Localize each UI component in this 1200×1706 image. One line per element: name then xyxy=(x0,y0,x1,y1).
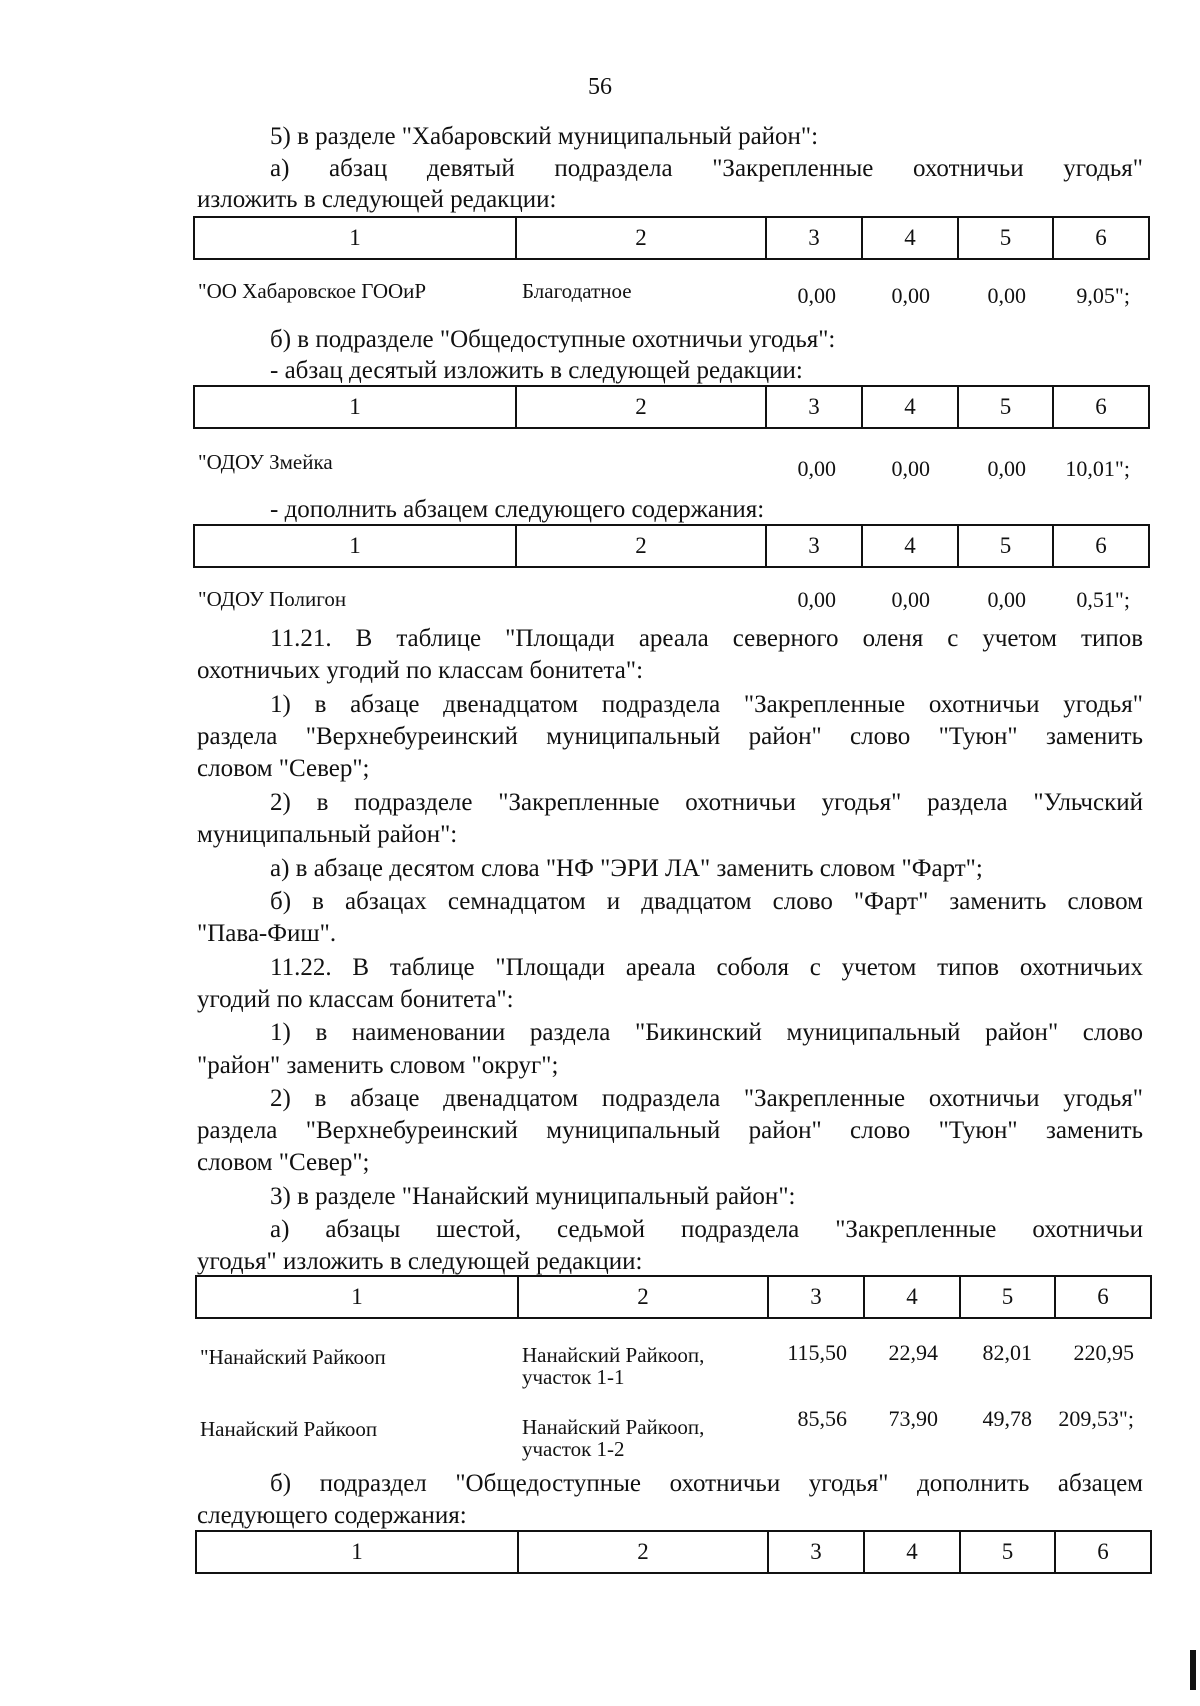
column-header: 3 xyxy=(768,1276,864,1318)
column-header: 3 xyxy=(766,217,862,259)
paragraph-line: 11.22. В таблице "Площади ареала соболя с учетом типов охотничьих xyxy=(270,954,1143,981)
paragraph-line: б) в абзацах семнадцатом и двадцатом слово "Фарт" заменить словом xyxy=(270,888,1143,915)
row-value: 85,56 xyxy=(797,1406,847,1431)
column-header: 1 xyxy=(194,525,516,567)
column-header: 6 xyxy=(1053,217,1149,259)
column-header: 3 xyxy=(768,1531,864,1573)
column-header: 4 xyxy=(862,386,958,428)
paragraph-line: раздела "Верхнебуреинский муниципальный район" слово "Туюн" заменить xyxy=(197,723,1143,750)
column-header: 2 xyxy=(516,525,766,567)
scan-edge-mark xyxy=(1190,1650,1196,1690)
row-value: 0,00 xyxy=(797,283,836,308)
row-area-line: Нанайский Райкооп, xyxy=(522,1343,705,1367)
row-value: 220,95 xyxy=(1073,1340,1134,1365)
table-header-2 xyxy=(193,385,1150,429)
column-header: 2 xyxy=(516,386,766,428)
column-header: 4 xyxy=(864,1531,960,1573)
paragraph-line: 5) в разделе "Хабаровский муниципальный район": xyxy=(270,123,819,150)
paragraph-line: раздела "Верхнебуреинский муниципальный район" слово "Туюн" заменить xyxy=(197,1117,1143,1144)
column-header: 5 xyxy=(960,1531,1055,1573)
row-name: Нанайский Райкооп xyxy=(200,1417,378,1441)
paragraph-line: 11.21. В таблице "Площади ареала северного оленя с учетом типов xyxy=(270,625,1143,652)
column-header: 2 xyxy=(518,1531,768,1573)
page-number: 56 xyxy=(588,74,612,100)
row-name: "Нанайский Райкооп xyxy=(200,1345,386,1369)
row-value: 0,00 xyxy=(987,587,1026,612)
row-name: "ОО Хабаровское ГООиР xyxy=(198,279,427,303)
column-header: 6 xyxy=(1055,1276,1151,1318)
paragraph-line: словом "Север"; xyxy=(197,755,370,782)
row-value: 0,00 xyxy=(797,456,836,481)
row-area-line: Нанайский Райкооп, xyxy=(522,1415,705,1439)
row-value: 10,01"; xyxy=(1065,456,1130,481)
row-area xyxy=(522,1416,704,1460)
row-value: 49,78 xyxy=(982,1406,1032,1431)
row-value: 209,53"; xyxy=(1058,1406,1134,1431)
table-header-4 xyxy=(195,1275,1152,1319)
row-value: 0,00 xyxy=(891,587,930,612)
paragraph-line: следующего содержания: xyxy=(197,1502,467,1529)
column-header: 2 xyxy=(516,217,766,259)
column-header: 3 xyxy=(766,386,862,428)
row-value: 0,00 xyxy=(797,587,836,612)
column-header: 6 xyxy=(1055,1531,1151,1573)
paragraph-line: а) в абзаце десятом слова "НФ "ЭРИ ЛА" заменить словом "Фарт"; xyxy=(270,855,983,882)
row-value: 0,00 xyxy=(891,456,930,481)
row-area-line: участок 1-1 xyxy=(522,1365,625,1389)
paragraph-line: 3) в разделе "Нанайский муниципальный район": xyxy=(270,1183,796,1210)
paragraph-line: угодья" изложить в следующей редакции: xyxy=(197,1248,643,1275)
row-value: 0,51"; xyxy=(1076,587,1130,612)
paragraph-line: муниципальный район": xyxy=(197,821,458,848)
column-header: 4 xyxy=(864,1276,960,1318)
table-header-1 xyxy=(193,216,1150,260)
paragraph-line: 1) в абзаце двенадцатом подраздела "Закрепленные охотничьи угодья" xyxy=(270,691,1143,718)
paragraph-line: 2) в абзаце двенадцатом подраздела "Закрепленные охотничьи угодья" xyxy=(270,1085,1143,1112)
column-header: 5 xyxy=(958,525,1053,567)
table-header-3 xyxy=(193,524,1150,568)
paragraph-line: б) подраздел "Общедоступные охотничьи угодья" дополнить абзацем xyxy=(270,1470,1143,1497)
paragraph-line: а) абзац девятый подраздела "Закрепленные охотничьи угодья" xyxy=(270,155,1143,182)
column-header: 3 xyxy=(766,525,862,567)
row-value: 22,94 xyxy=(888,1340,938,1365)
paragraph-line: словом "Север"; xyxy=(197,1149,370,1176)
row-value: 0,00 xyxy=(987,283,1026,308)
column-header: 6 xyxy=(1053,386,1149,428)
row-value: 0,00 xyxy=(891,283,930,308)
row-area xyxy=(522,1344,704,1388)
paragraph-line: изложить в следующей редакции: xyxy=(197,186,557,213)
column-header: 1 xyxy=(196,1276,518,1318)
paragraph-line: 2) в подразделе "Закрепленные охотничьи угодья" раздела "Ульчский xyxy=(270,789,1143,816)
paragraph-line: угодий по классам бонитета": xyxy=(197,986,514,1013)
column-header: 5 xyxy=(958,217,1053,259)
column-header: 5 xyxy=(958,386,1053,428)
paragraph-line: "район" заменить словом "округ"; xyxy=(197,1052,559,1079)
row-value: 73,90 xyxy=(888,1406,938,1431)
table-header-5 xyxy=(195,1530,1152,1574)
paragraph-line: - абзац десятый изложить в следующей редакции: xyxy=(270,357,803,384)
paragraph-line: "Пава-Фиш". xyxy=(197,920,337,947)
column-header: 6 xyxy=(1053,525,1149,567)
row-value: 9,05"; xyxy=(1076,283,1130,308)
column-header: 4 xyxy=(862,525,958,567)
column-header: 1 xyxy=(194,386,516,428)
row-value: 115,50 xyxy=(787,1340,847,1365)
column-header: 5 xyxy=(960,1276,1055,1318)
paragraph-line: - дополнить абзацем следующего содержания: xyxy=(270,496,765,523)
column-header: 2 xyxy=(518,1276,768,1318)
row-area-line: участок 1-2 xyxy=(522,1437,625,1461)
column-header: 1 xyxy=(194,217,516,259)
row-value: 0,00 xyxy=(987,456,1026,481)
paragraph-line: а) абзацы шестой, седьмой подраздела "Закрепленные охотничьи xyxy=(270,1216,1143,1243)
column-header: 4 xyxy=(862,217,958,259)
row-value: 82,01 xyxy=(982,1340,1032,1365)
paragraph-line: 1) в наименовании раздела "Бикинский муниципальный район" слово xyxy=(270,1019,1143,1046)
paragraph-line: охотничьих угодий по классам бонитета": xyxy=(197,657,644,684)
column-header: 1 xyxy=(196,1531,518,1573)
row-name: "ОДОУ Змейка xyxy=(198,450,333,474)
paragraph-line: б) в подразделе "Общедоступные охотничьи угодья": xyxy=(270,326,836,353)
row-name: "ОДОУ Полигон xyxy=(198,587,347,611)
row-area: Благодатное xyxy=(522,279,632,303)
